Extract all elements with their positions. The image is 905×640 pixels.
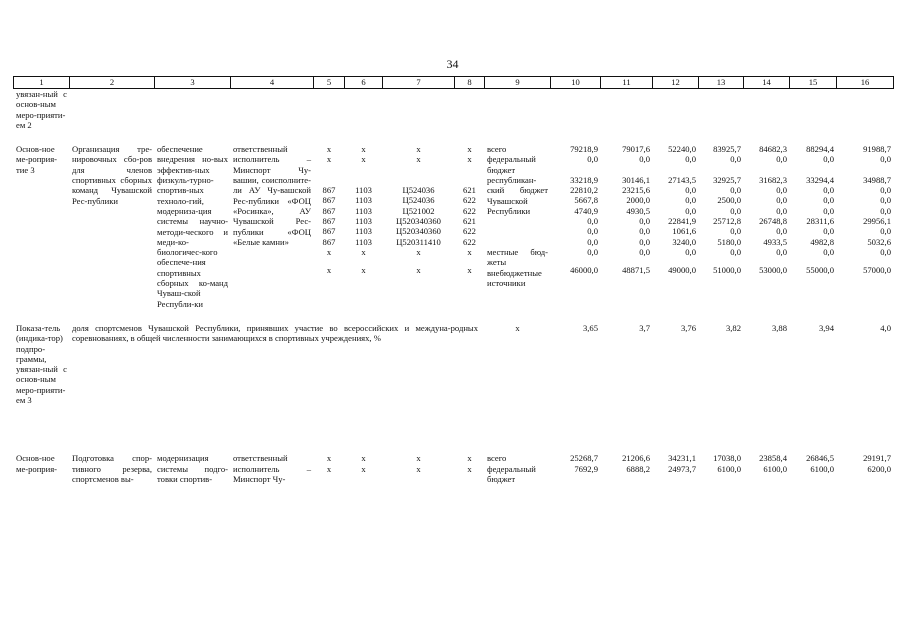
code-value: x (416, 246, 421, 257)
year-values-cells (837, 144, 894, 309)
indicator-value: 3,82 (725, 322, 741, 333)
code-value: Ц521002 (402, 205, 435, 216)
row-title: Основ-ное ме-роприя-тие 3 (16, 144, 58, 175)
column-number: 10 (551, 77, 601, 89)
amount-value: 0,0 (587, 236, 598, 247)
amount-value: 0,0 (639, 226, 650, 237)
funding-source: местные бюд-жеты (487, 247, 548, 268)
amount-value: 0,0 (776, 195, 787, 206)
table-row-main-activity-3 (14, 144, 894, 309)
amount-value: 6888,2 (626, 463, 650, 474)
amount-value: 32925,7 (713, 174, 741, 185)
amount-value: 0,0 (776, 226, 787, 237)
year-values-cells (601, 144, 653, 309)
amount-value: 0,0 (823, 185, 834, 196)
indicator-value: 3,7 (639, 322, 650, 333)
amount-value: 79017,6 (622, 144, 650, 155)
code-value (457, 175, 482, 185)
indicator-source-mark: x (515, 322, 520, 333)
amount-value: 23858,4 (759, 453, 787, 464)
amount-value: 0,0 (730, 205, 741, 216)
page-number: 34 (446, 57, 459, 71)
funding-source: всего (487, 144, 507, 155)
code-value: 867 (322, 205, 336, 216)
amount-value: 0,0 (730, 246, 741, 257)
responsible-executor: ответственный исполнитель – Минспорт Чу-вашии, соисполните-ли АУ Чу-вашской Рес-публики «ФОЦ «Росинка», АУ Чувашской Рес-публики «ФОЦ «Белые камни» (233, 144, 311, 247)
code-value: Ц520340360 (396, 226, 441, 237)
code-value (347, 175, 380, 185)
year-values-cells (653, 453, 699, 484)
amount-value: 6200,0 (867, 463, 891, 474)
expense-type-cells (455, 144, 485, 309)
amount-value: 49000,0 (668, 265, 696, 276)
amount-value: 34988,7 (863, 174, 891, 185)
amount-value: 0,0 (880, 195, 891, 206)
amount-value: 52240,0 (668, 144, 696, 155)
year-values-cells (744, 144, 790, 309)
grbs-code-cells (314, 453, 345, 484)
amount-value: 22841,9 (668, 215, 696, 226)
funding-source-cells (485, 453, 551, 484)
amount-value: 0,0 (639, 154, 650, 165)
amount-value: 0,0 (685, 154, 696, 165)
amount-value: 48871,5 (622, 265, 650, 276)
amount-value: 21206,6 (622, 453, 650, 464)
amount-value: 0,0 (639, 215, 650, 226)
amount-value: 0,0 (587, 226, 598, 237)
amount-value: 5667,8 (574, 195, 598, 206)
column-number: 4 (231, 77, 314, 89)
code-value: 867 (322, 226, 336, 237)
amount-value: 22810,2 (570, 185, 598, 196)
amount-value: 6100,0 (763, 463, 787, 474)
column-number: 6 (345, 77, 383, 89)
amount-value: 4740,9 (574, 205, 598, 216)
code-value: x (467, 246, 472, 257)
code-value: 1103 (355, 215, 372, 226)
amount-value: 0,0 (880, 154, 891, 165)
amount-value: 0,0 (639, 236, 650, 247)
amount-value: 27143,5 (668, 174, 696, 185)
amount-value: 55000,0 (806, 265, 834, 276)
amount-value: 0,0 (685, 185, 696, 196)
funding-source: республикан-ский бюджет Чувашской Республики (487, 175, 548, 216)
row-title: увязан-ный с основ-ным меро-прияти-ем 2 (16, 89, 67, 130)
funding-source: внебюджетные источники (487, 267, 542, 288)
year-values-cells (837, 453, 894, 484)
code-value: x (361, 144, 366, 155)
activity-goal: обеспечение внедрения но-вых эффектив-ных физкуль-турно-спортив-ных техноло-гий, модерниза-ция системы научно-методи-ческого и меди-ко-биологичес-кого обеспече-ния спортивных сборных ко-манд Чуваш-ской Республи-ки (157, 144, 228, 309)
year-values-cells (551, 144, 601, 309)
code-value: 867 (322, 215, 336, 226)
amount-value: 0,0 (823, 195, 834, 206)
column-number: 15 (790, 77, 837, 89)
code-value: x (467, 154, 472, 165)
code-value: 621 (463, 215, 476, 226)
amount-value: 5032,6 (867, 236, 891, 247)
amount-value: 29956,1 (863, 215, 891, 226)
amount-value: 33218,9 (570, 174, 598, 185)
year-values-cells (790, 453, 837, 484)
amount-value: 31682,3 (759, 174, 787, 185)
year-values-cells (699, 453, 744, 484)
code-value: 1103 (355, 226, 372, 237)
amount-value: 88294,4 (806, 144, 834, 155)
amount-value: 6100,0 (717, 463, 741, 474)
year-values-cells (790, 144, 837, 309)
code-value: 622 (463, 236, 476, 247)
code-value: x (467, 144, 472, 155)
code-value (385, 175, 452, 185)
code-value: 1103 (355, 205, 372, 216)
year-values-cells (601, 453, 653, 484)
activity-goal: модернизация системы подго-товки спортив- (157, 453, 228, 484)
code-value: 1103 (355, 236, 372, 247)
code-value: x (467, 453, 472, 464)
amount-value: 0,0 (823, 226, 834, 237)
code-value (316, 175, 342, 185)
activity-name: Организация тре-нировочных сбо-ров для членов спортивных сборных команд Чувашской Рес-публики (72, 144, 152, 206)
amount-value: 57000,0 (863, 265, 891, 276)
funding-source: федеральный бюджет (487, 463, 536, 484)
code-value: x (326, 154, 332, 165)
row-title: Основ-ное ме-роприя- (16, 453, 58, 474)
year-values-cells (653, 144, 699, 309)
column-number: 16 (837, 77, 894, 89)
code-value: x (416, 144, 421, 155)
expense-type-cells (455, 453, 485, 484)
code-value: x (467, 463, 472, 474)
code-value: 622 (463, 226, 476, 237)
amount-value: 46000,0 (570, 265, 598, 276)
amount-value: 0,0 (880, 226, 891, 237)
code-value: 1103 (355, 195, 372, 206)
code-value: x (416, 265, 421, 276)
code-value: 622 (463, 195, 476, 206)
amount-value: 0,0 (730, 185, 741, 196)
row-title: Показа-тель (индика-тор) подпро-граммы, увязан-ный с основ-ным меро-прияти-ем 3 (16, 322, 67, 406)
code-value: Ц524036 (402, 185, 435, 196)
column-number: 7 (383, 77, 455, 89)
amount-value: 23215,6 (622, 185, 650, 196)
amount-value: 0,0 (587, 154, 598, 165)
code-value: x (361, 265, 366, 276)
amount-value: 7692,9 (574, 463, 598, 474)
code-value: Ц520311410 (396, 236, 441, 247)
amount-value: 0,0 (685, 195, 696, 206)
code-value: x (361, 463, 366, 474)
budget-table (13, 76, 894, 484)
column-number: 11 (601, 77, 653, 89)
code-value: x (361, 246, 366, 257)
section-code-cells (345, 453, 383, 484)
amount-value: 3240,0 (672, 236, 696, 247)
indicator-value: 4,0 (880, 322, 891, 333)
amount-value: 0,0 (587, 215, 598, 226)
funding-source-cells (485, 144, 551, 309)
amount-value: 28311,6 (806, 215, 834, 226)
year-values-cells (551, 453, 601, 484)
code-value: x (361, 453, 366, 464)
column-number: 13 (699, 77, 744, 89)
amount-value: 26846,5 (806, 453, 834, 464)
code-value: x (361, 154, 366, 165)
amount-value: 25712,8 (713, 215, 741, 226)
amount-value: 34231,1 (668, 453, 696, 464)
amount-value: 0,0 (880, 205, 891, 216)
year-values-cells (744, 453, 790, 484)
code-value: Ц524036 (402, 195, 435, 206)
target-article-cells (383, 144, 455, 309)
grbs-code-cells (314, 144, 345, 309)
amount-value: 1061,6 (672, 226, 696, 237)
indicator-value: 3,65 (582, 322, 598, 333)
indicator-value: 3,94 (818, 322, 834, 333)
responsible-executor: ответственный исполнитель – Минспорт Чу- (233, 453, 311, 484)
target-article-cells (383, 453, 455, 484)
amount-value: 0,0 (639, 246, 650, 257)
code-value: x (416, 154, 421, 165)
column-number: 1 (14, 77, 70, 89)
code-value: 867 (322, 185, 336, 196)
amount-value: 0,0 (776, 185, 787, 196)
amount-value: 25268,7 (570, 453, 598, 464)
code-value: x (326, 463, 332, 474)
code-value: 622 (463, 205, 476, 216)
amount-value: 0,0 (730, 154, 741, 165)
table-row-main-activity-4 (14, 453, 894, 484)
amount-value: 0,0 (685, 246, 696, 257)
amount-value: 33294,4 (806, 174, 834, 185)
section-code-cells (345, 144, 383, 309)
table-row-continuation (14, 89, 894, 131)
indicator-value: 3,76 (680, 322, 696, 333)
amount-value: 5180,0 (717, 236, 741, 247)
code-value: x (416, 463, 421, 474)
amount-value: 0,0 (823, 154, 834, 165)
code-value: x (326, 453, 332, 464)
amount-value: 79218,9 (570, 144, 598, 155)
amount-value: 53000,0 (759, 265, 787, 276)
funding-source: всего (487, 453, 507, 464)
amount-value: 4930,5 (626, 205, 650, 216)
amount-value: 84682,3 (759, 144, 787, 155)
column-number: 5 (314, 77, 345, 89)
amount-value: 0,0 (685, 205, 696, 216)
code-value: x (467, 265, 472, 276)
indicator-description: доля спортсменов Чувашской Республики, принявших участие во всероссийских и междуна-родных соревнованиях, в общей численности занимающихся в спортивных учреждениях, % (72, 322, 478, 344)
amount-value: 0,0 (823, 246, 834, 257)
column-number: 14 (744, 77, 790, 89)
amount-value: 0,0 (776, 154, 787, 165)
code-value: 867 (322, 236, 336, 247)
amount-value: 0,0 (880, 246, 891, 257)
amount-value: 4933,5 (763, 236, 787, 247)
amount-value: 0,0 (880, 185, 891, 196)
column-number: 12 (653, 77, 699, 89)
column-number: 9 (485, 77, 551, 89)
amount-value: 0,0 (587, 246, 598, 257)
year-values-cells (699, 144, 744, 309)
indicator-value: 3,88 (771, 322, 787, 333)
amount-value: 30146,1 (622, 174, 650, 185)
amount-value: 6100,0 (810, 463, 834, 474)
amount-value: 0,0 (776, 246, 787, 257)
amount-value: 0,0 (823, 205, 834, 216)
code-value: x (326, 246, 332, 257)
amount-value: 83925,7 (713, 144, 741, 155)
code-value: 867 (322, 195, 336, 206)
code-value: 1103 (355, 185, 372, 196)
activity-name: Подготовка спор-тивного резерва, спортсменов вы- (72, 453, 152, 484)
amount-value: 2500,0 (717, 195, 741, 206)
column-number: 8 (455, 77, 485, 89)
amount-value: 2000,0 (626, 195, 650, 206)
amount-value: 29191,7 (863, 453, 891, 464)
funding-source: федеральный бюджет (487, 154, 536, 175)
amount-value: 17038,0 (713, 453, 741, 464)
amount-value: 4982,8 (810, 236, 834, 247)
column-number-row (14, 77, 894, 89)
amount-value: 0,0 (776, 205, 787, 216)
code-value: x (416, 453, 421, 464)
amount-value: 24973,7 (668, 463, 696, 474)
amount-value: 91988,7 (863, 144, 891, 155)
amount-value: 0,0 (730, 226, 741, 237)
table-row-indicator-3 (14, 323, 894, 405)
code-value: x (326, 265, 332, 276)
amount-value: 51000,0 (713, 265, 741, 276)
code-value: Ц520340360 (396, 215, 441, 226)
code-value: x (326, 144, 332, 155)
amount-value: 26748,8 (759, 215, 787, 226)
column-number: 2 (70, 77, 155, 89)
code-value: 621 (463, 185, 476, 196)
column-number: 3 (155, 77, 231, 89)
